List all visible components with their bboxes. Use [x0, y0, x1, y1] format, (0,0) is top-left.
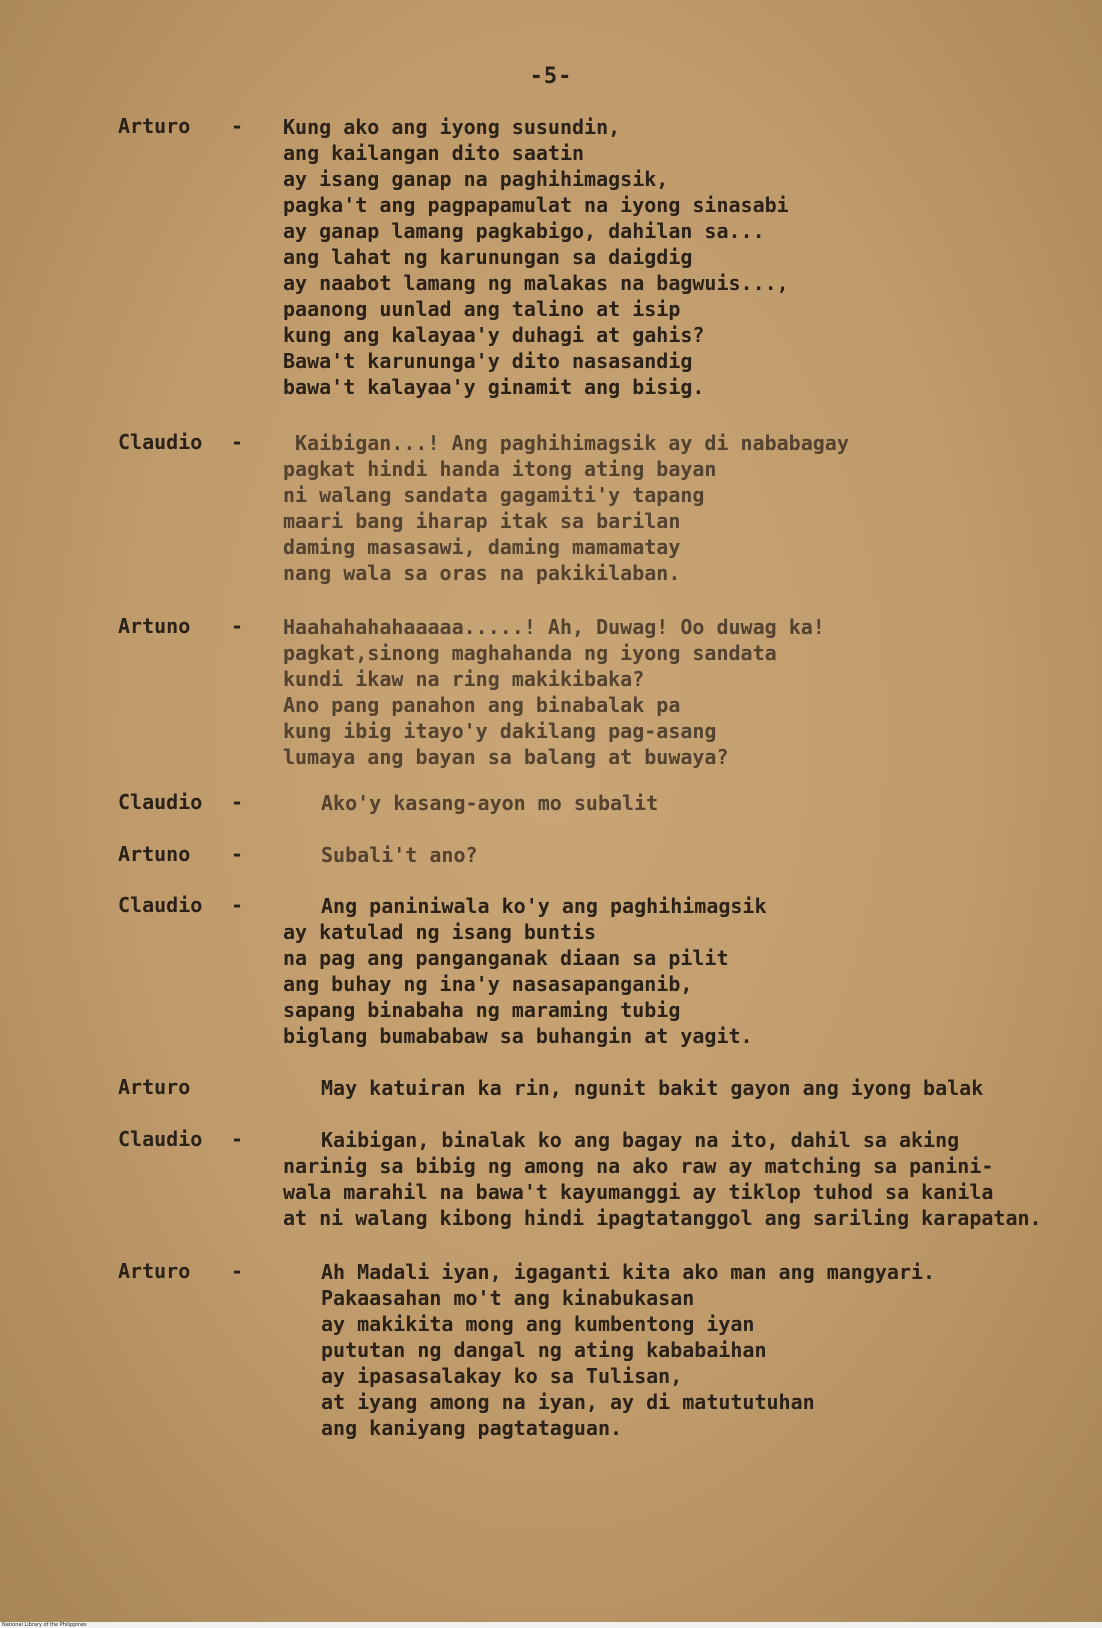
verse-line: kung ang kalayaa'y duhagi at gahis? [283, 323, 705, 347]
speaker-dash: - [231, 430, 244, 454]
speech-lines [283, 1127, 1093, 1231]
verse-line: ni walang sandata gagamiti'y tapang [283, 483, 705, 507]
verse-line: Pakaasahan mo't ang kinabukasan [321, 1286, 695, 1310]
speaker-name: Arturo [118, 1075, 191, 1099]
verse-line: ay makikita mong ang kumbentong iyan [321, 1312, 755, 1336]
verse-line: Ang paniniwala ko'y ang paghihimagsik [321, 894, 767, 918]
speaker-dash: - [231, 893, 244, 917]
library-credit: National Library of the Philippines [0, 1622, 1102, 1628]
speaker-name: Claudio [118, 430, 203, 454]
speaker-name: Claudio [118, 893, 203, 917]
speaker-dash: - [231, 842, 244, 866]
verse-line: Kung ako ang iyong susundin, [283, 115, 621, 139]
speaker-name: Artuno [118, 614, 191, 638]
speech-lines [283, 614, 1093, 770]
verse-line: lumaya ang bayan sa balang at buwaya? [283, 745, 729, 769]
speech-lines [283, 842, 1093, 868]
verse-line: daming masasawi, daming mamamatay [283, 535, 681, 559]
verse-line: ang lahat ng karunungan sa daigdig [283, 245, 693, 269]
verse-line: pututan ng dangal ng ating kababaihan [321, 1338, 767, 1362]
speaker-name: Arturo [118, 114, 191, 138]
speech-lines [283, 114, 1093, 400]
verse-line: at iyang among na iyan, ay di matututuhan [321, 1390, 815, 1414]
verse-line: kung ibig itayo'y dakilang pag-asang [283, 719, 717, 743]
speaker-dash: - [231, 614, 244, 638]
verse-line: maari bang iharap itak sa barilan [283, 509, 681, 533]
verse-line: nang wala sa oras na pakikilaban. [283, 561, 681, 585]
verse-line: na pag ang panganganak diaan sa pilit [283, 946, 729, 970]
verse-line: biglang bumababaw sa buhangin at yagit. [283, 1024, 753, 1048]
verse-line: ang kaniyang pagtataguan. [321, 1416, 623, 1440]
verse-line: kundi ikaw na ring makikibaka? [283, 667, 645, 691]
verse-line: ay naabot lamang ng malakas na bagwuis..., [283, 271, 789, 295]
verse-line: ay katulad ng isang buntis [283, 920, 597, 944]
verse-line: ang kailangan dito saatin [283, 141, 585, 165]
verse-line: Ah Madali iyan, igaganti kita ako man ang mangyari. [321, 1260, 936, 1284]
verse-line: pagkat hindi handa itong ating bayan [283, 457, 717, 481]
verse-line: sapang binabaha ng maraming tubig [283, 998, 681, 1022]
speaker-dash: - [231, 1259, 244, 1283]
verse-line: bawa't kalayaa'y ginamit ang bisig. [283, 375, 705, 399]
prose-line: at ni walang kibong hindi ipagtatanggol ang sariling karapatan. [283, 1206, 1042, 1230]
prose-line: Kaibigan, binalak ko ang bagay na ito, dahil sa aking [321, 1128, 960, 1152]
speaker-dash: - [231, 1127, 244, 1151]
speaker-name: Claudio [118, 790, 203, 814]
verse-line: pagka't ang pagpapamulat na iyong sinasabi [283, 193, 789, 217]
speech-lines [283, 790, 1093, 816]
verse-line: Ako'y kasang-ayon mo subalit [321, 791, 659, 815]
verse-line: pagkat,sinong maghahanda ng iyong sandata [283, 641, 777, 665]
verse-line: paanong uunlad ang talino at isip [283, 297, 681, 321]
speaker-name: Claudio [118, 1127, 203, 1151]
speech-lines [283, 893, 1093, 1049]
page-number: -5- [529, 64, 573, 89]
verse-line: Haahahahahaaaaa.....! Ah, Duwag! Oo duwag ka! [283, 615, 825, 639]
prose-line: wala marahil na bawa't kayumanggi ay tiklop tuhod sa kanila [283, 1180, 994, 1204]
prose-line: narinig sa bibig ng among na ako raw ay matching sa panini- [283, 1154, 994, 1178]
verse-line: Subali't ano? [321, 843, 478, 867]
verse-line: ay ganap lamang pagkabigo, dahilan sa... [283, 219, 765, 243]
verse-line: ang buhay ng ina'y nasasapanganib, [283, 972, 693, 996]
speech-lines [283, 1075, 1093, 1101]
speaker-dash: - [231, 790, 244, 814]
verse-line: Ano pang panahon ang binabalak pa [283, 693, 681, 717]
verse-line: Bawa't karununga'y dito nasasandig [283, 349, 693, 373]
speaker-dash: - [231, 114, 244, 138]
verse-line: ay isang ganap na paghihimagsik, [283, 167, 669, 191]
verse-line: May katuiran ka rin, ngunit bakit gayon ang iyong balak [321, 1076, 984, 1100]
speech-lines [283, 430, 1093, 586]
speech-lines [283, 1259, 1093, 1441]
verse-line: ay ipasasalakay ko sa Tulisan, [321, 1364, 683, 1388]
speaker-name: Artuno [118, 842, 191, 866]
speaker-name: Arturo [118, 1259, 191, 1283]
verse-line: Kaibigan...! Ang paghihimagsik ay di nababagay [295, 431, 849, 455]
